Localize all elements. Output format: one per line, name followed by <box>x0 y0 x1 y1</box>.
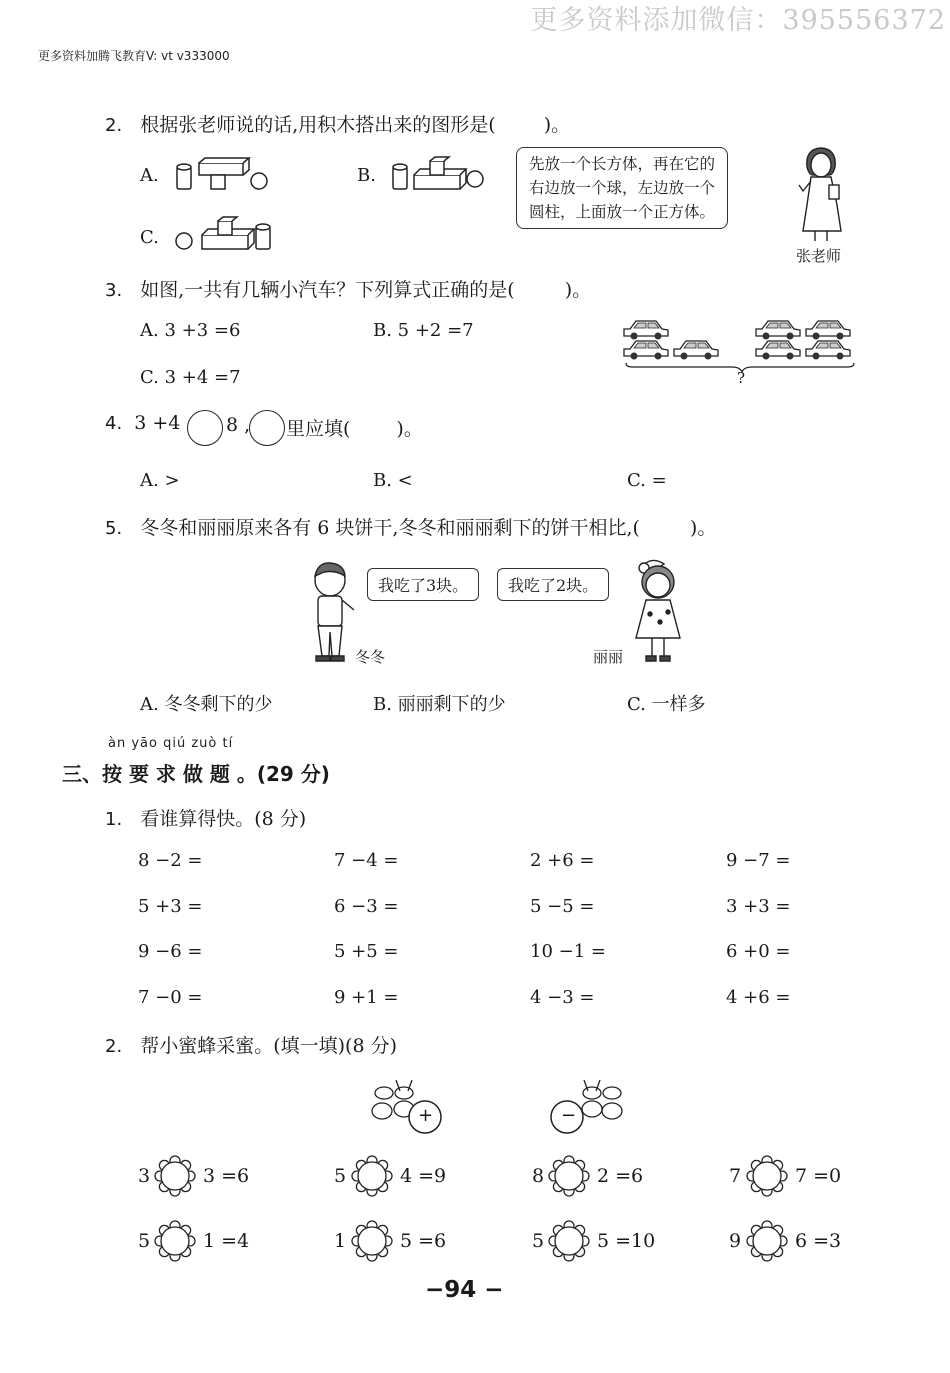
q3-option-b[interactable]: B. 5 +2 =7 <box>373 320 474 341</box>
q5-close: )。 <box>689 517 717 539</box>
calc-item[interactable]: 10 −1 = <box>530 941 606 962</box>
boy-speech-bubble: 我吃了3块。 <box>367 568 479 601</box>
calc-item[interactable]: 7 −4 = <box>334 850 399 871</box>
fill-right-expr: 3 =6 <box>203 1165 250 1187</box>
calc-item[interactable]: 5 +5 = <box>334 941 399 962</box>
q4-line <box>105 412 180 434</box>
header-note: 更多资料加腾飞教育V: vt v333000 <box>38 49 230 63</box>
calc-item[interactable]: 3 +3 = <box>726 896 791 917</box>
car-icon <box>624 341 668 360</box>
calc-item[interactable]: 2 +6 = <box>530 850 595 871</box>
fill-left-number: 5 <box>138 1230 151 1252</box>
q2-option-c-blocks-icon <box>172 215 272 255</box>
fill-left-number: 5 <box>334 1165 347 1187</box>
q2-option-b-blocks-icon <box>390 155 490 195</box>
flower-blank[interactable] <box>155 1156 195 1196</box>
q4-option-b[interactable]: B. < <box>373 470 413 491</box>
q3-close: )。 <box>564 279 592 301</box>
page-number: −94 − <box>425 1277 504 1303</box>
calc-item[interactable]: 8 −2 = <box>138 850 203 871</box>
cars-question-mark: ? <box>737 369 746 387</box>
car-icon <box>806 321 850 340</box>
flower-blank[interactable] <box>352 1156 392 1196</box>
q4-tail <box>286 414 423 441</box>
p1-line <box>105 804 306 831</box>
speech-line-1: 先放一个长方体，再在它的 <box>529 155 716 173</box>
fill-right-expr: 5 =10 <box>597 1230 656 1252</box>
q5-number: 5. <box>105 518 123 539</box>
car-icon <box>806 341 850 360</box>
fill-left-number: 1 <box>334 1230 347 1252</box>
calc-item[interactable]: 6 −3 = <box>334 896 399 917</box>
flower-blank[interactable] <box>747 1221 787 1261</box>
q3-option-a[interactable]: A. 3 +3 =6 <box>140 320 241 341</box>
q4-expr-left: 3 +4 <box>134 412 181 434</box>
p2-line <box>105 1031 397 1058</box>
calc-item[interactable]: 4 +6 = <box>726 987 791 1008</box>
car-icon <box>674 341 718 360</box>
bee-plus-sign: + <box>418 1105 434 1126</box>
calc-item[interactable]: 9 −7 = <box>726 850 791 871</box>
q4-circle-blank-2 <box>249 410 285 446</box>
p2-number: 2. <box>105 1036 123 1057</box>
fill-right-expr: 4 =9 <box>400 1165 447 1187</box>
q4-close: )。 <box>396 418 423 440</box>
calc-item[interactable]: 9 −6 = <box>138 941 203 962</box>
car-icon <box>756 341 800 360</box>
fill-right-expr: 1 =4 <box>203 1230 250 1252</box>
calc-item[interactable]: 5 +3 = <box>138 896 203 917</box>
flower-blank[interactable] <box>549 1221 589 1261</box>
q4-expr-mid: 8 , <box>226 414 251 436</box>
q2-option-c-label[interactable]: C. <box>140 227 159 248</box>
fill-right-expr: 2 =6 <box>597 1165 644 1187</box>
watermark: 更多资料添加微信：395556372 <box>530 5 946 36</box>
flower-blank[interactable] <box>549 1156 589 1196</box>
fill-left-number: 9 <box>729 1230 742 1252</box>
bee-plus-icon <box>368 1077 448 1137</box>
q2-option-b-label[interactable]: B. <box>357 165 376 186</box>
fill-right-expr: 7 =0 <box>795 1165 842 1187</box>
bee-minus-icon <box>548 1077 628 1137</box>
teacher-illustration-icon <box>785 145 855 245</box>
q4-option-a[interactable]: A. > <box>140 470 180 491</box>
boy-dongdong-icon <box>300 560 360 670</box>
girl-speech-bubble: 我吃了2块。 <box>497 568 609 601</box>
q3-line <box>105 275 591 302</box>
q2-line <box>105 110 570 137</box>
section3-pinyin: àn yāo qiú zuò tí <box>108 736 234 751</box>
calc-item[interactable]: 9 +1 = <box>334 987 399 1008</box>
q4-number: 4. <box>105 413 123 434</box>
p1-text: 看谁算得快。(8 分) <box>140 808 307 830</box>
fill-right-expr: 5 =6 <box>400 1230 447 1252</box>
q3-option-c[interactable]: C. 3 +4 =7 <box>140 367 241 388</box>
fill-left-number: 5 <box>532 1230 545 1252</box>
car-icon <box>756 321 800 340</box>
q4-option-c[interactable]: C. = <box>627 470 667 491</box>
fill-right-expr: 6 =3 <box>795 1230 842 1252</box>
fill-left-number: 3 <box>138 1165 151 1187</box>
q2-text: 根据张老师说的话,用积木搭出来的图形是( <box>140 114 496 136</box>
q5-text: 冬冬和丽丽原来各有 6 块饼干,冬冬和丽丽剩下的饼干相比,( <box>140 517 640 539</box>
p1-number: 1. <box>105 809 123 830</box>
speech-line-2: 右边放一个球，左边放一个 <box>529 179 716 197</box>
girl-name-label: 丽丽 <box>593 648 624 666</box>
q5-option-c[interactable]: C. 一样多 <box>627 694 706 715</box>
q2-option-a-label[interactable]: A. <box>140 165 159 186</box>
calc-item[interactable]: 6 +0 = <box>726 941 791 962</box>
q2-number: 2. <box>105 115 123 136</box>
section3-title: 三、按 要 求 做 题 。(29 分) <box>62 762 330 786</box>
q4-circle-blank-1[interactable] <box>187 410 223 446</box>
q5-option-b[interactable]: B. 丽丽剩下的少 <box>373 694 506 715</box>
flower-blank[interactable] <box>155 1221 195 1261</box>
teacher-label: 张老师 <box>796 247 842 265</box>
fill-left-number: 8 <box>532 1165 545 1187</box>
flower-blank[interactable] <box>747 1156 787 1196</box>
q2-option-a-blocks-icon <box>175 155 275 195</box>
speech-line-3: 圆柱，上面放一个正方体。 <box>529 203 716 221</box>
teacher-speech-bubble <box>516 147 728 229</box>
q5-option-a[interactable]: A. 冬冬剩下的少 <box>140 694 273 715</box>
fill-left-number: 7 <box>729 1165 742 1187</box>
q4-text: 里应填( <box>286 418 351 440</box>
q2-close: )。 <box>543 114 571 136</box>
calc-item[interactable]: 7 −0 = <box>138 987 203 1008</box>
car-icon <box>624 321 668 340</box>
bee-minus-sign: − <box>561 1105 577 1126</box>
boy-name-label: 冬冬 <box>355 648 386 666</box>
q5-line <box>105 513 716 540</box>
girl-lili-icon <box>630 558 690 668</box>
calc-item[interactable]: 4 −3 = <box>530 987 595 1008</box>
q3-number: 3. <box>105 280 123 301</box>
calc-item[interactable]: 5 −5 = <box>530 896 595 917</box>
flower-blank[interactable] <box>352 1221 392 1261</box>
q3-text: 如图,一共有几辆小汽车？下列算式正确的是( <box>140 279 515 301</box>
p2-text: 帮小蜜蜂采蜜。(填一填)(8 分) <box>140 1035 398 1057</box>
